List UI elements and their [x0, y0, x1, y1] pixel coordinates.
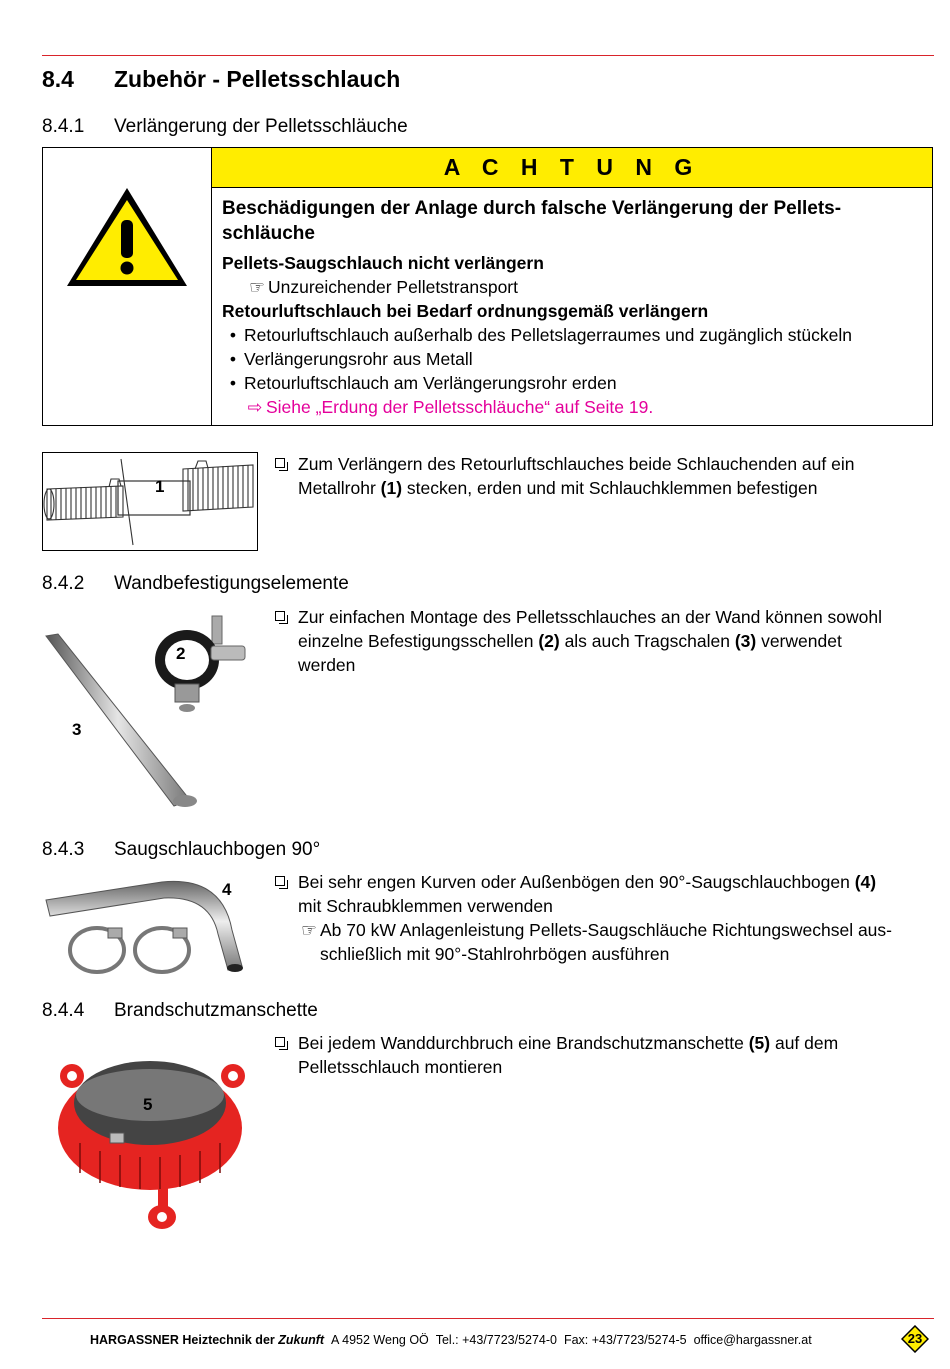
warning-icon-cell: [43, 148, 212, 425]
callout-1: 1: [155, 477, 165, 496]
callout-3: 3: [72, 720, 82, 739]
footer-address: A 4952 Weng OÖ: [331, 1333, 429, 1347]
footer-tagline: Zukunft: [278, 1333, 325, 1347]
footer-tel: Tel.: +43/7723/5274-0: [435, 1333, 557, 1347]
hose-extension-figure: [42, 452, 258, 551]
callout-5: 5: [143, 1095, 153, 1114]
arrow-right-icon: ⇨: [247, 397, 263, 417]
instruction-fire-sleeve: Bei jedem Wanddurchbruch eine Brandschutzmanschette (5) auf dem Pelletsschlauch montieren: [275, 1031, 915, 1079]
footer: [90, 1333, 812, 1347]
wall-mount-drawing: [42, 608, 267, 818]
top-rule: [42, 55, 934, 56]
fire-sleeve-drawing: [50, 1033, 250, 1243]
warning-content: [222, 196, 922, 419]
hose-extension-drawing: [43, 453, 257, 550]
note-70kw: ☞ Ab 70 kW Anlagenleistung Pellets-Saugschläuche Richtungswechsel aus-: [298, 918, 935, 942]
bullet-icon: •: [229, 349, 237, 369]
instruction-extend-hose: Zum Verlängern des Retourluftschlauches beide Schlauchenden auf ein Metallrohr (1) stecken, erden und mit Schlauchklemmen befestigen: [275, 452, 915, 500]
pointing-hand-icon: ☞: [301, 920, 317, 940]
subsection-heading-2: 8.4.2 Wandbefestigungselemente: [42, 573, 349, 594]
warning-title: Beschädigungen der Anlage durch falsche Verlängerung der Pellets- schläuche: [222, 198, 842, 244]
warning-triangle-icon: [43, 148, 211, 425]
footer-email[interactable]: office@hargassner.at: [693, 1333, 812, 1347]
subsection-heading-3: 8.4.3 Saugschlauchbogen 90°: [42, 839, 321, 860]
warning-bullet: • Retourluftschlauch am Verlängerungsrohr erden: [222, 371, 922, 395]
warning-point-1-result: ☞ Unzureichender Pelletstransport: [222, 275, 922, 299]
wall-mount-figure: [42, 608, 267, 818]
subsection-heading-4: 8.4.4 Brandschutzmanschette: [42, 1000, 318, 1021]
warning-bullet: • Retourluftschlauch außerhalb des Pelletslagerraumes und zugänglich stückeln: [222, 323, 922, 347]
warning-box: [42, 147, 933, 426]
instruction-wall-mount: Zur einfachen Montage des Pelletsschlauches an der Wand können sowohl einzelne Befestigungsschellen (2) als auch Tragschalen (3) verwendet werden: [275, 605, 915, 677]
page-number-badge: [901, 1325, 929, 1353]
elbow-drawing: [42, 870, 267, 980]
warning-bullet: • Verlängerungsrohr aus Metall: [222, 347, 922, 371]
elbow-figure: [42, 870, 267, 980]
footer-company: HARGASSNER Heiztechnik der: [90, 1333, 279, 1347]
subsection-heading-1: 8.4.1 Verlängerung der Pelletsschläuche: [42, 116, 408, 137]
instruction-elbow: Bei sehr engen Kurven oder Außenbögen den 90°-Saugschlauchbogen (4) mit Schraubklemmen verwenden ☞ Ab 70 kW Anlagenleistung Pellets-Saugschläuche Richtungswechsel aus- schließlich mit 90°-Stahlrohrbögen ausführen: [275, 870, 935, 966]
footer-rule: [42, 1318, 934, 1319]
callout-4: 4: [222, 880, 232, 899]
warning-point-2: Retourluftschlauch bei Bedarf ordnungsgemäß verlängern: [222, 301, 709, 321]
footer-fax: Fax: +43/7723/5274-5: [563, 1333, 687, 1347]
fire-sleeve-figure: [50, 1033, 250, 1243]
warning-point-1: Pellets-Saugschlauch nicht verlängern: [222, 253, 544, 273]
checkbox-icon: [275, 458, 285, 468]
checkbox-icon: [275, 611, 285, 621]
bullet-icon: •: [229, 325, 237, 345]
section-heading: [42, 66, 400, 93]
pointing-hand-icon: ☞: [249, 277, 265, 297]
bullet-icon: •: [229, 373, 237, 393]
warning-header: A C H T U N G: [212, 148, 932, 188]
section-title: Zubehör - Pelletsschlauch: [114, 66, 401, 92]
checkbox-icon: [275, 876, 285, 886]
section-number: 8.4: [42, 66, 74, 92]
cross-reference-link[interactable]: ⇨ Siehe „Erdung der Pelletsschläuche“ auf Seite 19.: [222, 395, 922, 419]
page-number: 23: [907, 1331, 923, 1346]
callout-2: 2: [176, 644, 186, 663]
checkbox-icon: [275, 1037, 285, 1047]
